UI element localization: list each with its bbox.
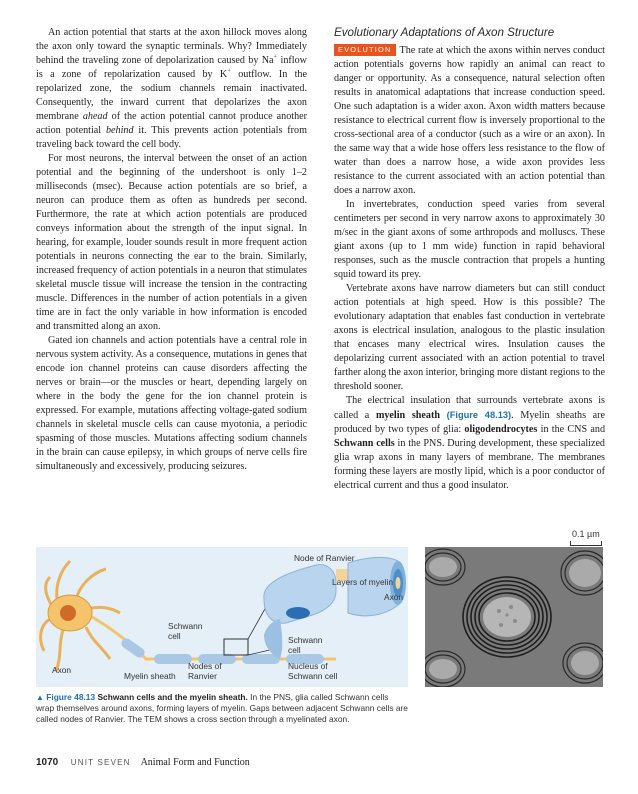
caption-figure-number: Figure 48.13 — [46, 692, 96, 702]
neuron-diagram-svg — [36, 547, 408, 687]
scale-bar — [570, 541, 602, 546]
label-layers-of-myelin: Layers of myelin — [332, 577, 393, 587]
myelin-illustration — [36, 547, 408, 687]
figure-reference-link[interactable]: (Figure 48.13) — [446, 410, 512, 420]
page-number: 1070 — [36, 757, 59, 768]
section-heading: Evolutionary Adaptations of Axon Structure — [334, 26, 555, 39]
right-paragraph-4: The electrical insulation that surrounds vertebrate axons is called a myelin sheath (Figure 48.13). Myelin sheaths are produced by two types of glia: oligodendrocytes in the CNS and Schwann cells in the PNS. During development, these specialized glia wrap axons in many layers of membrane. The membranes forming these layers are mostly lipid, which is a poor conductor of electrical current and thus a good insulator. — [334, 395, 606, 491]
left-paragraph-1: An action potential that starts at the axon hillock moves along the axon only toward the synaptic terminals. Why? Immediately behind the traveling zone of depolarization caused by Na+ inflow is a zone of repolarization caused by K+ outflow. In the repolarized zone, the sodium channels remain inactivated. Consequently, the inward current that depolarizes the axon membrane ahead of the action potential cannot produce another action potential behind it. This prevents action potentials from traveling back toward the cell body. — [36, 27, 307, 150]
term-oligodendrocytes: oligodendrocytes — [464, 424, 538, 435]
right-column — [334, 26, 605, 493]
label-nucleus-of-schwann: Nucleus of Schwann cell — [288, 661, 338, 681]
right-paragraph-2: In invertebrates, conduction speed varies from several centimeters per second in very narrow axons to approximately 30 m/sec in the giant axons of some arthropods and molluscs. These giant axons (up to 1 mm wide) function in rapid behavioral responses, such as the muscle contraction that propels a hunting squid toward its prey. — [334, 199, 605, 280]
left-paragraph-2: For most neurons, the interval between the onset of an action potential and the beginning of the undershoot is only 1–2 milliseconds (msec). Because action potentials are so brief, a neuron can produce them as often as hundreds per second. Furthermore, the rate at which action potentials are produced conveys information about the strength of the input signal. In hearing, for example, louder sounds result in more frequent action potentials in neurons connecting the ear to the brain. Similarly, increased frequency of action potentials in a neuron that stimulates skeletal muscle tissue will increase the tension in the contracting muscle. Differences in the number of action potentials in a given time are in fact the only variable in how information is encoded and transmitted along an axon. — [36, 153, 307, 332]
right-paragraph-3: Vertebrate axons have narrow diameters but can still conduct action potentials at high speed. How is this possible? The evolutionary adaptation that enables fast conduction in vertebrate axons is electrical insulation, analogous to the plastic insulation that encases many electrical wires. Insulation causes the depolarizing current associated with an action potential to travel farther along the axon interior, bringing more distant regions to the threshold sooner. — [334, 283, 605, 392]
zoom-box — [224, 639, 248, 655]
left-paragraph-3: Gated ion channels and action potentials have a central role in nervous system activity. As a consequence, mutations in genes that encode ion channel proteins can cause disorders affecting the nerves or brain—or the muscles or heart, depending largely on where in the body the gene for the ion channel protein is expressed. For example, mutations affecting voltage-gated sodium channels in skeletal muscle cells can cause myotonia, a periodic spasming of those muscles. Mutations affecting sodium channels in the brain can cause epilepsy, in which groups of nerve cells fire simultaneously and excessively, producing seizures. — [36, 335, 307, 472]
right-paragraph-1: EVOLUTION The rate at which the axons within nerves conduct action potentials governs how rapidly an animal can react to danger or opportunity. As a consequence, natural selection often results in anatomical adaptations that increase conduction speed. One such adaptation is a wider axon. Axon width matters because resistance to electrical current flow is inversely proportional to the cross-sectional area of a conductor (such as a wire or an axon). In the same way that a wide hose offers less resistance to the flow of water than does a narrow hose, a wide axon provides less resistance to the current associated with an action potential than does a narrow axon. — [334, 45, 605, 196]
scale-label: 0.1 µm — [572, 529, 600, 539]
tem-micrograph — [425, 547, 603, 687]
label-myelin-sheath: Myelin sheath — [124, 671, 176, 681]
unit-title: Animal Form and Function — [140, 757, 250, 768]
label-nodes-of-ranvier: Nodes of Ranvier — [188, 661, 222, 681]
label-schwann-cell-left: Schwann cell — [168, 621, 203, 641]
label-axon-top: Axon — [384, 592, 404, 602]
caption-text: In the PNS, glia called Schwann cells wrap themselves around axons, forming layers of myelin. Gaps between adjacent Schwann cells are called nodes of Ranvier. The TEM shows a cross section through a myelinated axon. — [36, 692, 408, 725]
label-node-of-ranvier: Node of Ranvier — [294, 553, 355, 563]
term-schwann-cells: Schwann cells — [334, 438, 395, 449]
enlarged-schwann-cells — [264, 557, 406, 659]
caption-triangle-icon: ▲ — [36, 693, 44, 702]
label-schwann-cell-right: Schwann cell — [288, 635, 323, 655]
unit-label: UNIT SEVEN — [70, 758, 131, 767]
caption-title: Schwann cells and the myelin sheath. — [97, 692, 248, 702]
label-axon-left: Axon — [52, 665, 72, 675]
tem-svg — [425, 547, 603, 687]
evolution-badge: EVOLUTION — [334, 44, 396, 56]
figure-caption — [36, 692, 408, 726]
term-myelin-sheath: myelin sheath — [375, 410, 440, 421]
neuron-cell-body — [41, 561, 120, 671]
left-column — [36, 26, 307, 474]
page-footer — [36, 757, 250, 768]
